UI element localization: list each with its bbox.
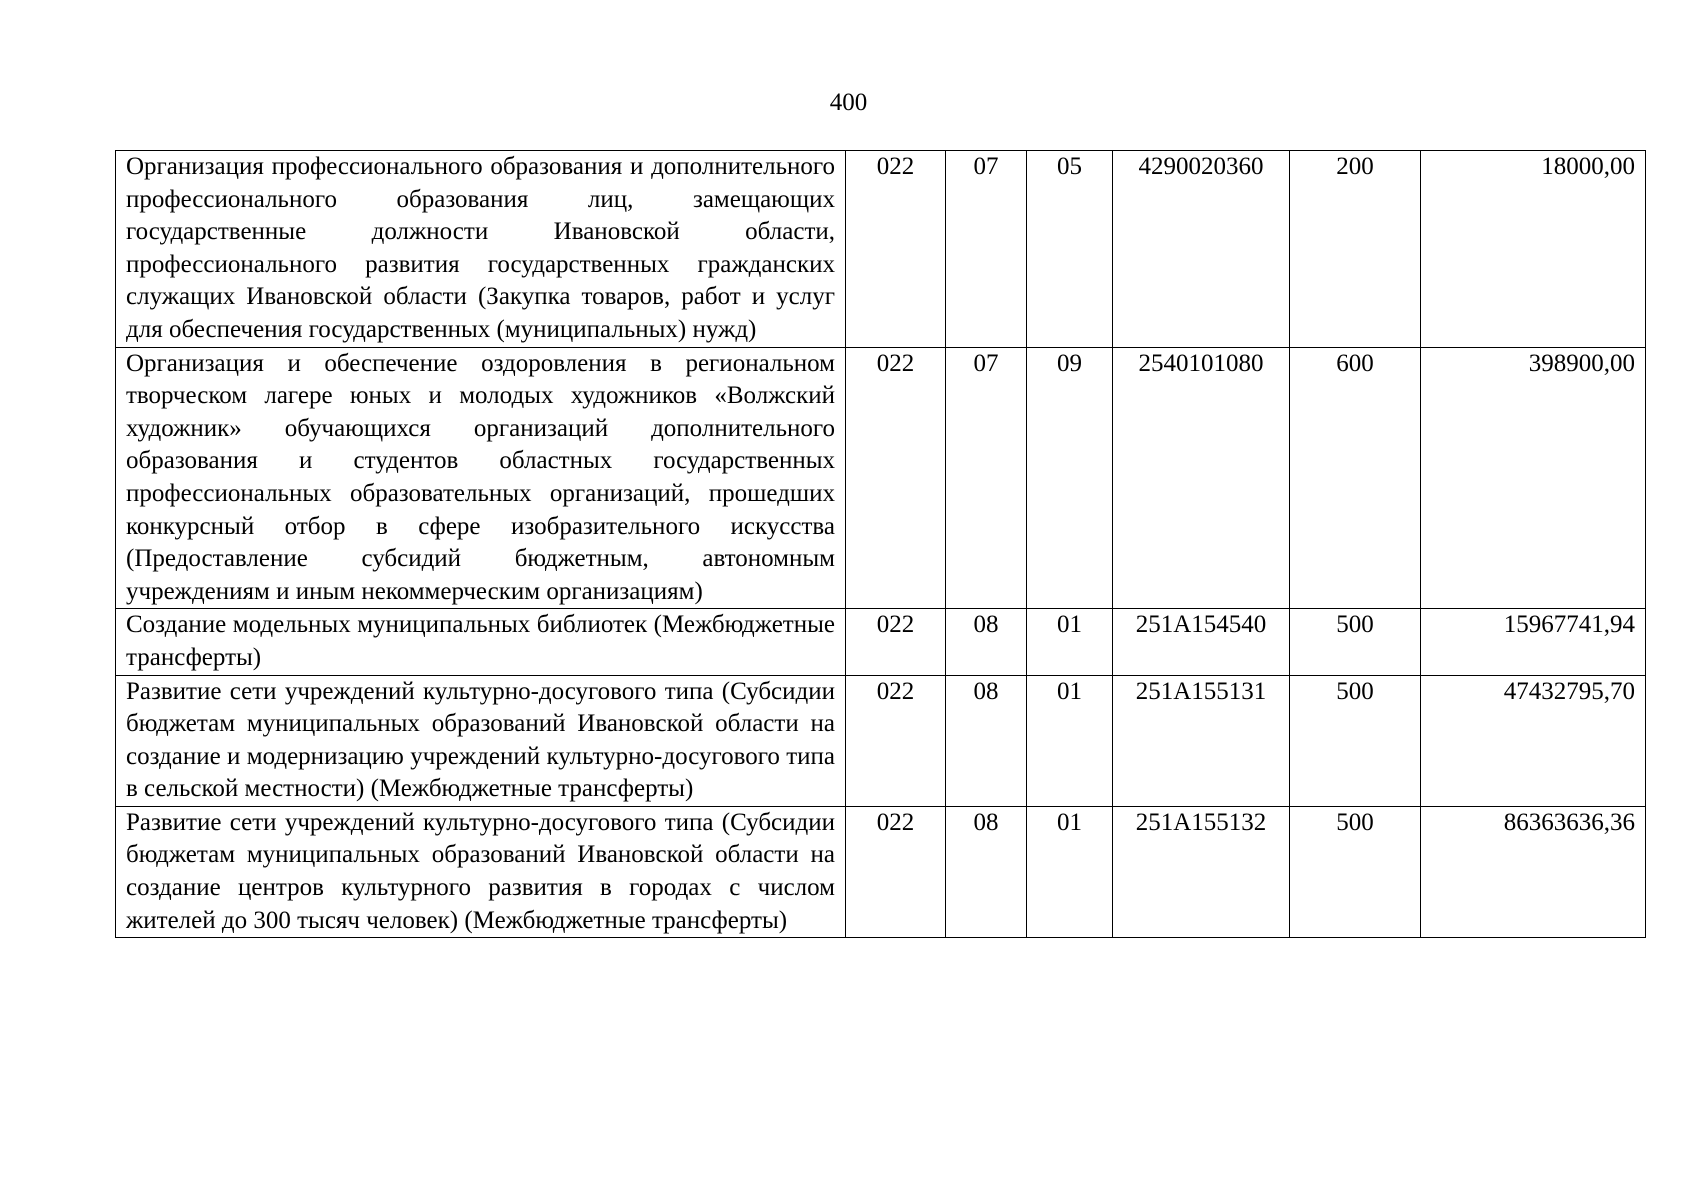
row-grbs-code: 022 [846,609,946,675]
row-amount: 398900,00 [1421,347,1646,609]
row-expense-type: 500 [1290,609,1421,675]
row-grbs-code: 022 [846,151,946,348]
row-amount: 47432795,70 [1421,675,1646,806]
table-row [116,151,1646,348]
row-description: Создание модельных муниципальных библиотек (Межбюджетные трансферты) [116,609,846,675]
row-description: Организация и обеспечение оздоровления в региональном творческом лагере юных и молодых художников «Волжский художник» обучающихся организаций дополнительного образования и студентов областных государственных профессиональных образовательных организаций, прошедших конкурсный отбор в сфере изобразительного искусства (Предоставление субсидий бюджетным, автономным учреждениям и иным некоммерческим организациям) [116,347,846,609]
row-grbs-code: 022 [846,675,946,806]
row-amount: 15967741,94 [1421,609,1646,675]
row-expense-type: 500 [1290,806,1421,937]
row-grbs-code: 022 [846,347,946,609]
row-description: Организация профессионального образования и дополнительного профессионального образования лиц, замещающих государственные должности Ивановской области, профессионального развития государственных гражданских служащих Ивановской области (Закупка товаров, работ и услуг для обеспечения государственных (муниципальных) нужд) [116,151,846,348]
row-section-code: 07 [946,347,1027,609]
row-section-code: 08 [946,675,1027,806]
budget-table [115,150,1646,938]
row-target-article: 251A154540 [1113,609,1290,675]
row-subsection-code: 09 [1027,347,1113,609]
table-row [116,806,1646,937]
row-section-code: 08 [946,609,1027,675]
row-subsection-code: 01 [1027,675,1113,806]
row-amount: 86363636,36 [1421,806,1646,937]
row-grbs-code: 022 [846,806,946,937]
row-amount: 18000,00 [1421,151,1646,348]
row-section-code: 07 [946,151,1027,348]
row-expense-type: 500 [1290,675,1421,806]
table-row [116,609,1646,675]
row-subsection-code: 01 [1027,609,1113,675]
row-section-code: 08 [946,806,1027,937]
row-subsection-code: 01 [1027,806,1113,937]
row-expense-type: 600 [1290,347,1421,609]
row-description: Развитие сети учреждений культурно-досугового типа (Субсидии бюджетам муниципальных образований Ивановской области на создание центров культурного развития в городах с числом жителей до 300 тысяч человек) (Межбюджетные трансферты) [116,806,846,937]
row-target-article: 251A155131 [1113,675,1290,806]
row-expense-type: 200 [1290,151,1421,348]
row-target-article: 251A155132 [1113,806,1290,937]
table-row [116,675,1646,806]
page-number: 400 [829,89,868,116]
row-target-article: 2540101080 [1113,347,1290,609]
row-description: Развитие сети учреждений культурно-досугового типа (Субсидии бюджетам муниципальных образований Ивановской области на создание и модернизацию учреждений культурно-досугового типа в сельской местности) (Межбюджетные трансферты) [116,675,846,806]
row-target-article: 4290020360 [1113,151,1290,348]
table-row [116,347,1646,609]
row-subsection-code: 05 [1027,151,1113,348]
